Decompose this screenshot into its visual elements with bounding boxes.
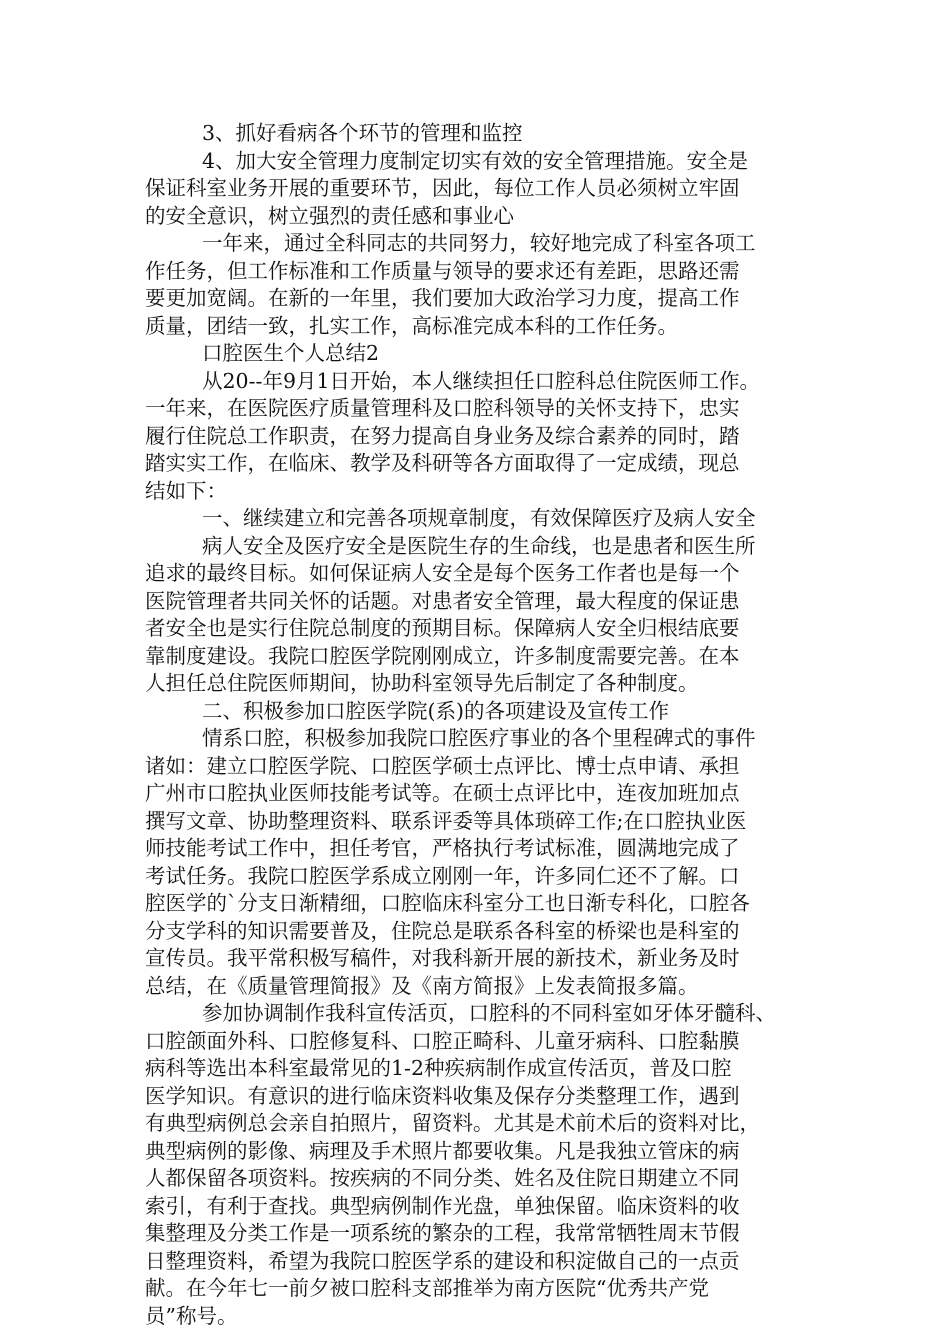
text-line: 情系口腔，积极参加我院口腔医疗事业的各个里程碑式的事件 — [202, 726, 756, 750]
text-line: 一年来，在医院医疗质量管理科及口腔科领导的关怀支持下，忠实 — [145, 396, 740, 420]
text-line: 病人安全及医疗安全是医院生存的生命线，也是患者和医生所 — [202, 533, 756, 558]
text-line: 师技能考试工作中，担任考官，严格执行考试标准，圆满地完成了 — [145, 836, 740, 860]
text-line: 总结，在《质量管理简报》及《南方简报》上发表简报多篇。 — [145, 973, 699, 998]
text-line: 医学知识。有意识的进行临床资料收集及保存分类整理工作，遇到 — [145, 1083, 740, 1108]
text-line: 二、积极参加口腔医学院(系)的各项建设及宣传工作 — [202, 698, 669, 723]
text-line: 献。在今年七一前夕被口腔科支部推举为南方医院“优秀共产党 — [145, 1276, 709, 1300]
text-line: 宣传员。我平常积极写稿件，对我科新开展的新技术，新业务及时 — [145, 946, 740, 970]
text-line: 从20--年9月1日开始，本人继续担任口腔科总住院医师工作。 — [202, 368, 761, 393]
text-line: 索引，有利于查找。典型病例制作光盘，单独保留。临床资料的收 — [145, 1193, 740, 1218]
text-line: 者安全也是实行住院总制度的预期目标。保障病人安全归根结底要 — [145, 616, 740, 640]
text-line: 口腔医生个人总结2 — [202, 341, 380, 365]
text-line: 集整理及分类工作是一项系统的繁杂的工程，我常常牺牲周末节假 — [145, 1221, 740, 1245]
text-line: 质量，团结一致，扎实工作，高标准完成本科的工作任务。 — [145, 313, 678, 338]
text-line: 病科等选出本科室最常见的1-2种疾病制作成宣传活页，普及口腔 — [145, 1056, 732, 1080]
text-line: 参加协调制作我科宣传活页，口腔科的不同科室如牙体牙髓科、 — [202, 1001, 776, 1025]
text-line: 分支学科的知识需要普及，住院总是联系各科室的桥梁也是科室的 — [145, 918, 740, 943]
text-line: 追求的最终目标。如何保证病人安全是每个医务工作者也是每一个 — [145, 561, 740, 585]
text-line: 医院管理者共同关怀的话题。对患者安全管理，最大程度的保证患 — [145, 588, 740, 613]
text-line: 典型病例的影像、病理及手术照片都要收集。凡是我独立管床的病 — [145, 1138, 740, 1163]
text-line: 腔医学的`分支日渐精细，口腔临床科室分工也日渐专科化，口腔各 — [145, 891, 750, 915]
document-body — [145, 120, 815, 1330]
text-line: 口腔颌面外科、口腔修复科、口腔正畸科、儿童牙病科、口腔黏膜 — [145, 1028, 740, 1053]
text-line: 有典型病例总会亲自拍照片，留资料。尤其是术前术后的资料对比， — [145, 1111, 760, 1135]
text-line: 日整理资料，希望为我院口腔医学系的建设和积淀做自己的一点贡 — [145, 1248, 740, 1273]
text-line: 保证科室业务开展的重要环节，因此，每位工作人员必须树立牢固 — [145, 176, 740, 200]
text-line: 要更加宽阔。在新的一年里，我们要加大政治学习力度，提高工作 — [145, 286, 740, 310]
text-line: 作任务，但工作标准和工作质量与领导的要求还有差距，思路还需 — [145, 258, 740, 283]
text-line: 考试任务。我院口腔医学系成立刚刚一年，许多同仁还不了解。口 — [145, 863, 740, 888]
text-line: 人担任总住院医师期间，协助科室领导先后制定了各种制度。 — [145, 671, 699, 695]
text-line: 撰写文章、协助整理资料、联系评委等具体琐碎工作;在口腔执业医 — [145, 808, 747, 833]
text-line: 结如下： — [145, 478, 227, 503]
text-line: 踏实实工作，在临床、教学及科研等各方面取得了一定成绩，现总 — [145, 451, 740, 475]
text-line: 诸如：建立口腔医学院、口腔医学硕士点评比、博士点申请、承担 — [145, 753, 740, 778]
text-line: 员”称号。 — [145, 1303, 238, 1328]
text-line: 人都保留各项资料。按疾病的不同分类、姓名及住院日期建立不同 — [145, 1166, 740, 1190]
text-line: 靠制度建设。我院口腔医学院刚刚成立，许多制度需要完善。在本 — [145, 643, 740, 668]
text-line: 一、继续建立和完善各项规章制度，有效保障医疗及病人安全 — [202, 506, 756, 530]
text-line: 4、加大安全管理力度制定切实有效的安全管理措施。安全是 — [202, 148, 749, 173]
text-line: 3、抓好看病各个环节的管理和监控 — [202, 121, 523, 145]
text-line: 广州市口腔执业医师技能考试等。在硕士点评比中，连夜加班加点 — [145, 781, 740, 805]
text-line: 履行住院总工作职责，在努力提高自身业务及综合素养的同时，踏 — [145, 423, 740, 448]
text-line: 一年来，通过全科同志的共同努力，较好地完成了科室各项工 — [202, 231, 756, 255]
text-line: 的安全意识，树立强烈的责任感和事业心 — [145, 203, 514, 228]
